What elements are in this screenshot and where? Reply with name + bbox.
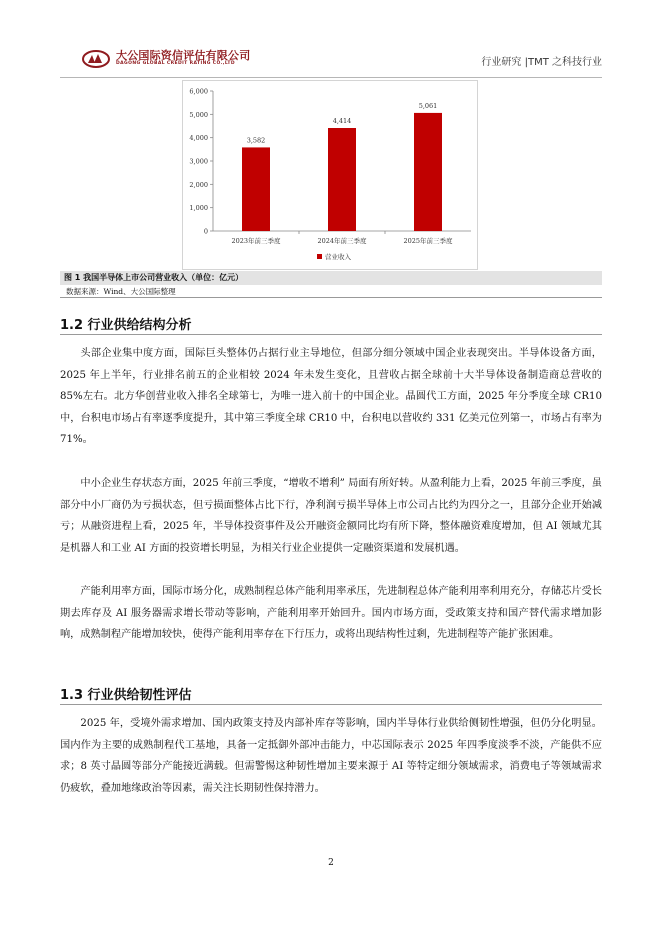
page-number: 2 [328,858,334,868]
dagong-logo-icon [82,50,110,68]
y-tick-label: 2,000 [189,180,208,189]
page-header [60,44,602,76]
bar-data-label: 4,414 [332,117,352,126]
y-tick-label: 5,000 [189,110,208,119]
bar-data-label: 3,582 [246,136,266,145]
legend-label: 营业收入 [325,253,351,261]
paragraph: 2025 年，受境外需求增加、国内政策支持及内部补库存等影响，国内半导体行业供给侧韧性增强，但仍分化明显。国内作为主要的成熟制程代工基地，具备一定抵御外部冲击能力，中芯国际表示 2025 年四季度淡季不淡，产能供不应求；8 英寸晶圆等部分产能接近满载。但需警惕这种韧性增加主要来源于 AI 等特定细分领域需求，消费电子等领域需求仍疲软，叠加地缘政治等因素，需关注长期韧性保持潜力。 [60,718,602,794]
header-divider [60,77,602,78]
figure-source: 数据来源：Wind、大公国际整理 [60,286,602,298]
y-tick-label: 3,000 [189,157,208,166]
bar-data-label: 5,061 [418,101,438,110]
y-tick-label: 1,000 [189,204,208,213]
revenue-chart [182,80,478,270]
y-tick-label: 6,000 [189,87,208,96]
x-tick-label: 2023年前三季度 [231,237,281,245]
legend-swatch [317,254,322,259]
revenue-bar-chart [183,81,479,271]
paragraph: 中小企业生存状态方面，2025 年前三季度，“增收不增利” 局面有所好转。从盈利能力上看，2025 年前三季度，虽部分中小厂商仍为亏损状态，但亏损面整体占比下行，净利润亏损半导体上市公司占比约为四分之一，且部分企业开始减亏；从融资进程上看，2025 年，半导体投资事件及公开融资金额同比均有所下降，整体融资难度增加，但 AI 领域尤其是机器人和工业 AI 方面的投资增长明显，为相关行业企业提供一定融资渠道和发展机遇。 [60,478,602,554]
x-tick-label: 2025年前三季度 [403,237,453,245]
paragraph: 产能利用率方面，国际市场分化，成熟制程总体产能利用率承压，先进制程总体产能利用率利用充分，存储芯片受长期去库存及 AI 服务器需求增长带动等影响，产能利用率开始回升。国内市场方面，受政策支持和国产替代需求增加影响，成熟制程产能增加较快，使得产能利用率存在下行压力，或将出现结构性过剩，先进制程等产能扩张困难。 [60,586,602,641]
section-divider [60,704,602,705]
bar-2 [328,128,356,231]
y-tick-label: 0 [203,227,208,236]
report-section-label: 行业研究 |TMT 之科技行业 [481,57,602,68]
bar-3 [414,113,442,231]
figure-caption: 图 1 我国半导体上市公司营业收入（单位：亿元） [60,271,602,285]
section-heading-supply-structure: 1.2 行业供给结构分析 [60,318,192,333]
section-heading-supply-resilience: 1.3 行业供给韧性评估 [60,688,192,703]
x-tick-label: 2024年前三季度 [317,237,367,245]
y-tick-label: 4,000 [189,134,208,143]
bar-1 [242,147,270,231]
section-divider [60,334,602,335]
paragraph: 头部企业集中度方面，国际巨头整体仍占据行业主导地位，但部分细分领域中国企业表现突出。半导体设备方面，2025 年上半年，行业排名前五的企业相较 2024 年未发生变化，且营收占据全球前十大半导体设备制造商总营收的 85%左右。北方华创营业收入排名全球第七，为唯一进入前十的中国企业。晶圆代工方面，2025 年分季度全球 CR10 中，台积电市场占有率逐季度提升，其中第三季度全球 CR10 中，台积电以营收约 331 亿美元位列第一，市场占有率为 71%。 [60,348,602,446]
company-name-cn: 大公国际资信评估有限公司 [116,49,251,62]
company-name-en: DAGONG GLOBAL CREDIT RATING CO.,LTD [116,61,235,66]
